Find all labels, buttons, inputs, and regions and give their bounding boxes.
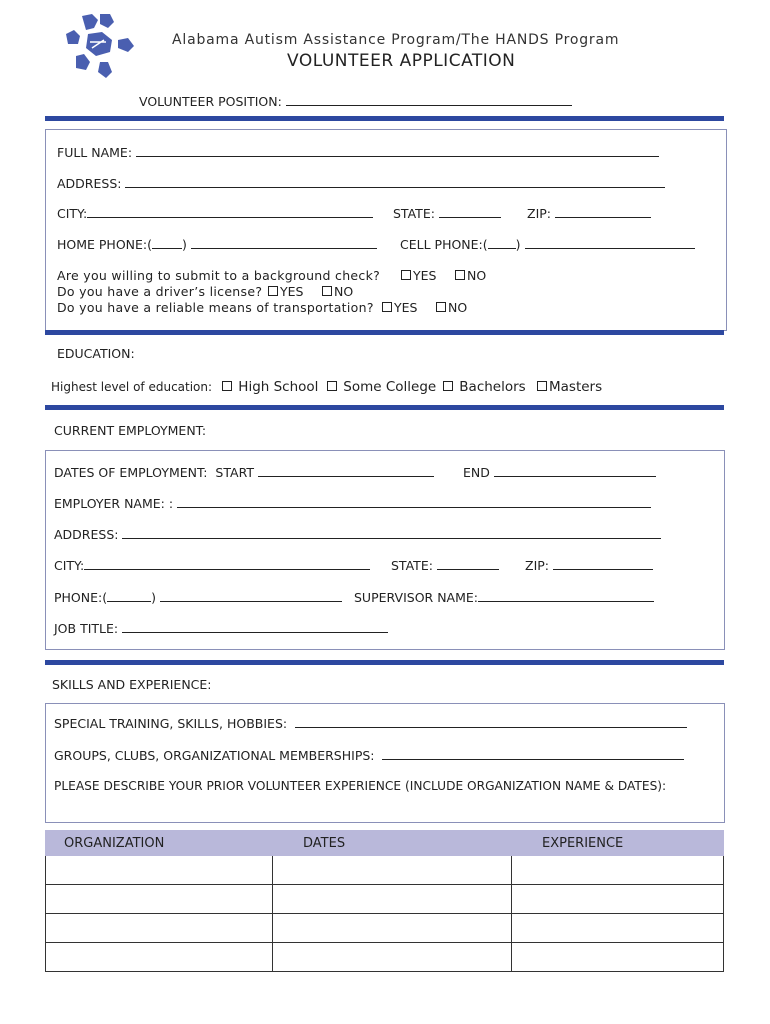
section-divider — [45, 330, 724, 335]
background-check-question: Are you willing to submit to a background check? — [57, 268, 381, 283]
education-option-bachelors[interactable]: Bachelors — [443, 379, 526, 395]
education-heading: EDUCATION: — [57, 346, 135, 361]
background-check-yes[interactable]: YES — [401, 268, 436, 283]
checkbox-icon[interactable] — [401, 270, 411, 280]
checkbox-icon[interactable] — [222, 381, 232, 391]
home-phone-field[interactable]: HOME PHONE:( ) — [57, 237, 377, 252]
column-organization: ORGANIZATION — [46, 831, 273, 856]
table-cell[interactable] — [46, 856, 273, 885]
cell-phone-field[interactable]: CELL PHONE:( ) — [400, 237, 695, 252]
table-cell[interactable] — [273, 943, 512, 972]
section-divider — [45, 660, 724, 665]
table-cell[interactable] — [46, 885, 273, 914]
transportation-question: Do you have a reliable means of transportation? — [57, 300, 374, 315]
education-option-high-school[interactable]: High School — [222, 379, 318, 395]
table-cell[interactable] — [512, 856, 724, 885]
org-line: Alabama Autism Assistance Program/The HANDS Program — [172, 32, 620, 48]
education-option-masters[interactable]: Masters — [537, 379, 602, 395]
supervisor-name-field[interactable]: SUPERVISOR NAME: — [354, 590, 654, 605]
section-divider — [45, 405, 724, 410]
state-field[interactable]: STATE: — [393, 206, 501, 221]
drivers-license-question: Do you have a driver’s license? — [57, 284, 263, 299]
employer-city-field[interactable]: CITY: — [54, 558, 370, 573]
skills-heading: SKILLS AND EXPERIENCE: — [52, 677, 212, 692]
column-dates: DATES — [273, 831, 512, 856]
employer-phone-field[interactable]: PHONE:( ) — [54, 590, 342, 605]
experience-table — [45, 830, 724, 972]
table-header-row — [46, 831, 724, 856]
page-title: VOLUNTEER APPLICATION — [287, 51, 516, 71]
checkbox-icon[interactable] — [322, 286, 332, 296]
employer-address-field[interactable]: ADDRESS: — [54, 527, 661, 542]
table-row — [46, 943, 724, 972]
background-check-no[interactable]: NO — [455, 268, 486, 283]
table-row — [46, 856, 724, 885]
employment-box — [45, 450, 725, 650]
table-row — [46, 914, 724, 943]
employment-heading: CURRENT EMPLOYMENT: — [54, 423, 207, 438]
transportation-no[interactable]: NO — [436, 300, 467, 315]
column-experience: EXPERIENCE — [512, 831, 724, 856]
job-title-field[interactable]: JOB TITLE: — [54, 621, 388, 636]
checkbox-icon[interactable] — [537, 381, 547, 391]
section-divider — [45, 116, 724, 121]
table-cell[interactable] — [273, 856, 512, 885]
checkbox-icon[interactable] — [327, 381, 337, 391]
table-cell[interactable] — [512, 914, 724, 943]
table-cell[interactable] — [46, 914, 273, 943]
city-field[interactable]: CITY: — [57, 206, 373, 221]
education-prompt: Highest level of education: — [51, 380, 213, 394]
checkbox-icon[interactable] — [268, 286, 278, 296]
employment-end-field[interactable]: END — [463, 465, 656, 480]
employer-state-field[interactable]: STATE: — [391, 558, 499, 573]
checkbox-icon[interactable] — [382, 302, 392, 312]
checkbox-icon[interactable] — [436, 302, 446, 312]
volunteer-position-label: VOLUNTEER POSITION: — [139, 94, 282, 109]
address-field[interactable]: ADDRESS: — [57, 176, 665, 191]
checkbox-icon[interactable] — [443, 381, 453, 391]
prior-experience-prompt: PLEASE DESCRIBE YOUR PRIOR VOLUNTEER EXPERIENCE (INCLUDE ORGANIZATION NAME & DATES): — [54, 779, 667, 793]
table-cell[interactable] — [512, 943, 724, 972]
table-cell[interactable] — [512, 885, 724, 914]
checkbox-icon[interactable] — [455, 270, 465, 280]
table-cell[interactable] — [273, 885, 512, 914]
employment-start-field[interactable]: DATES OF EMPLOYMENT: START — [54, 465, 434, 480]
table-cell[interactable] — [46, 943, 273, 972]
full-name-field[interactable]: FULL NAME: — [57, 145, 659, 160]
hands-logo-icon — [62, 12, 138, 82]
table-row — [46, 885, 724, 914]
education-option-some-college[interactable]: Some College — [327, 379, 436, 395]
transportation-yes[interactable]: YES — [382, 300, 417, 315]
employer-zip-field[interactable]: ZIP: — [525, 558, 653, 573]
volunteer-position-field[interactable] — [139, 94, 572, 109]
memberships-field[interactable]: GROUPS, CLUBS, ORGANIZATIONAL MEMBERSHIPS: — [54, 748, 684, 763]
special-training-field[interactable]: SPECIAL TRAINING, SKILLS, HOBBIES: — [54, 716, 687, 731]
table-cell[interactable] — [273, 914, 512, 943]
drivers-license-yes[interactable]: YES — [268, 284, 303, 299]
zip-field[interactable]: ZIP: — [527, 206, 651, 221]
employer-name-field[interactable]: EMPLOYER NAME: : — [54, 496, 651, 511]
drivers-license-no[interactable]: NO — [322, 284, 353, 299]
